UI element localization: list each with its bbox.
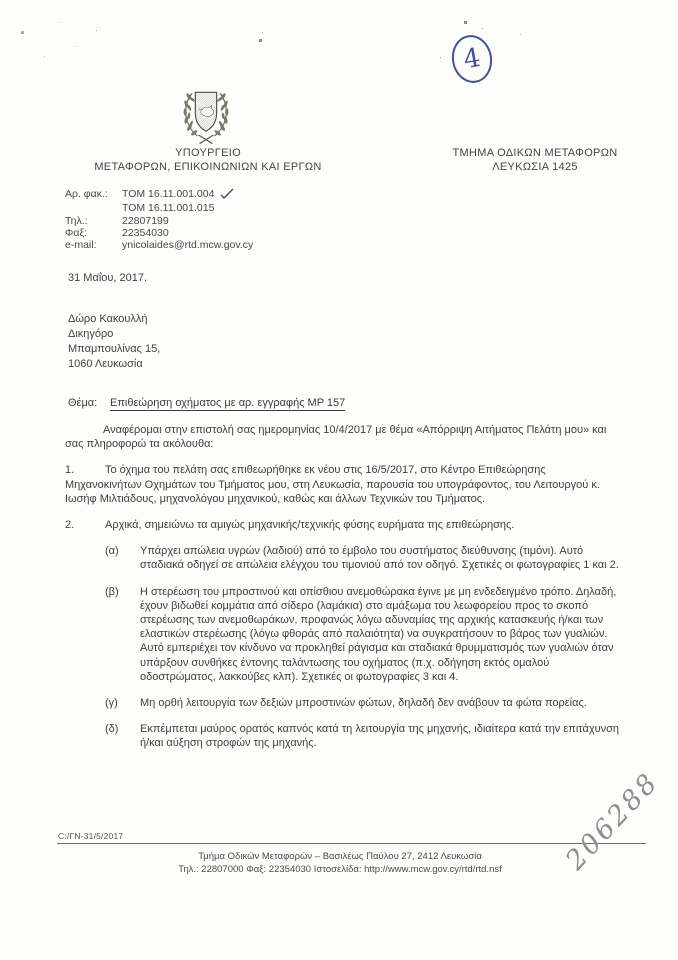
subject-label: Θέμα: <box>68 397 98 409</box>
file-number-1: TOM 16.11.001.004 <box>122 188 215 200</box>
intro-paragraph: Αναφέρομαι στην επιστολή σας ημερομηνίας 10/4/2017 με θέμα «Απόρριψη Αιτήματος Πελάτη μου» και σας πληροφορώ τα ακόλουθα: <box>65 424 607 451</box>
telephone-row <box>65 215 253 227</box>
footer-address-line: Τμήμα Οδικών Μεταφορών – Βασιλέως Παύλου 27, 2412 Λευκωσία <box>198 851 482 862</box>
finding-gamma-label: (γ) <box>105 697 118 710</box>
department-name <box>410 146 660 174</box>
email-value: ynicolaides@rtd.mcw.gov.cy <box>122 239 254 252</box>
item-1-number: 1. <box>65 464 75 477</box>
fax-row <box>65 227 253 239</box>
recipient-city: 1060 Λευκωσία <box>68 358 143 370</box>
finding-gamma-text: Μη ορθή λειτουργία των δεξιών μπροστινών φώτων, δηλαδή δεν ανάβουν τα φώτα πορείας. <box>140 697 587 710</box>
email-row <box>65 239 253 251</box>
page-number-text: 4 <box>461 42 483 76</box>
contact-block <box>65 188 253 251</box>
letter-body <box>65 423 623 763</box>
recipient-title: Δικηγόρο <box>68 328 114 340</box>
department-line2: ΛΕΥΚΩΣΙΑ 1425 <box>492 161 578 173</box>
letter-date: 31 Μαΐου, 2017. <box>68 272 148 284</box>
file-number-2: TOM 16.11.001.015 <box>122 202 215 215</box>
recipient-name: Δώρο Κακουλλή <box>68 313 148 325</box>
file-number-row <box>65 188 253 202</box>
footer-contact-line: Τηλ.: 22807000 Φαξ: 22354030 Ιστοσελίδα: http://www.mcw.gov.cy/rtd/rtd.nsf <box>178 864 502 875</box>
file-number-label: Αρ. φακ.: <box>65 188 108 200</box>
recipient-street: Μπαμπουλίνας 15, <box>68 343 161 355</box>
finding-delta-text: Εκπέμπεται μαύρος ορατός καπνός κατά τη λειτουργία της μηχανής, ιδιαίτερα κατά την επιτάχυνση ή/και αύξηση στροφών της μηχανής. <box>140 723 620 750</box>
ministry-line1: ΥΠΟΥΡΓΕΙΟ <box>175 147 241 159</box>
recipient-address <box>68 312 160 372</box>
footer-reference: C:/ΓΝ-31/5/2017 <box>58 831 124 841</box>
findings-list <box>65 544 623 750</box>
checkmark-icon <box>220 188 234 202</box>
handwritten-document-number: 206288 <box>560 766 666 877</box>
ministry-name <box>58 146 358 174</box>
handwritten-page-number <box>448 32 496 86</box>
fax-value: 22354030 <box>122 226 169 239</box>
fax-label: Φαξ: <box>65 226 88 239</box>
finding-beta-text: Η στερέωση του μπροστινού και οπίσθιου ανεμοθώρακα έγινε με μη ενδεδειγμένο τρόπο. Δηλαδή, έχουν βιδωθεί κομμάτια από σίδερο (λαμάκια) στο αμάξωμα του λεωφορείου προς το σκοπό στερέωσης των ανεμοθωράκων, προφανώς λόγω αδυναμίας της αρχικής κατασκευής ή/και των ελαστικών στερέωσης (λόγω φθοράς από παλαιότητα) να συγκρατήσουν το βάρος των γυαλιών. Αυτό εμπεριέχει τον κίνδυνο να προκληθεί ράγισμα και σταδιακά θρυμματισμός των γυαλιών όταν υπάρξουν συνθήκες έντονης ταλάντωσης του οχήματος (π.χ. οδήγηση εκτός ομαλού οδοστρώματος, λακκούβες κλπ). Σχετικές οι φωτογραφίες 3 και 4. <box>140 585 617 683</box>
email-label: e-mail: <box>65 239 97 252</box>
finding-delta-label: (δ) <box>105 723 119 736</box>
finding-gamma <box>105 696 623 710</box>
finding-alpha <box>105 544 623 572</box>
item-1-text: Το όχημα του πελάτη σας επιθεωρήθηκε εκ νέου στις 16/5/2017, στο Κέντρο Επιθεώρησης Μηχανοκινήτων Οχημάτων του Τμήματος μου, στη Λευκωσία, παρουσία του υπογράφοντος, του Λειτουργού κ. Ιωσήφ Μιλτιάδους, μηχανολόγου μηχανικού, καθώς και άλλων Τεχνικών του Τμήματος. <box>65 464 600 505</box>
subject-text: Επιθεώρηση οχήματος με αρ. εγγραφής ΜΡ 157 <box>110 397 346 409</box>
ministry-line2: ΜΕΤΑΦΟΡΩΝ, ΕΠΙΚΟΙΝΩΝΙΩΝ ΚΑΙ ΕΡΓΩΝ <box>94 161 322 173</box>
subject-line <box>68 397 345 409</box>
finding-beta <box>105 585 623 684</box>
footer-address-block <box>60 850 620 876</box>
department-line1: ΤΜΗΜΑ ΟΔΙΚΩΝ ΜΕΤΑΦΟΡΩΝ <box>452 147 618 159</box>
item-2-text: Αρχικά, σημειώνω τα αμιγώς μηχανικής/τεχνικής φύσης ευρήματα της επιθεώρησης. <box>105 519 515 532</box>
finding-alpha-text: Υπάρχει απώλεια υγρών (λαδιού) από το έμβολο του συστήματος διεύθυνσης (τιμόνι). Αυτό σταδιακά οδηγεί σε απώλεια ελέγχου του τιμονιού από τον οδηγό. Σχετικές οι φωτογραφίες 1 και 2. <box>140 545 619 572</box>
scan-noise-specks <box>0 0 1 1</box>
item-2-number: 2. <box>65 519 75 532</box>
numbered-item-2 <box>65 518 623 532</box>
telephone-label: Τηλ.: <box>65 214 88 227</box>
telephone-value: 22807199 <box>122 214 169 227</box>
numbered-item-1 <box>65 463 623 506</box>
finding-delta <box>105 722 623 750</box>
footer-divider <box>57 843 646 844</box>
file-number-row-2 <box>65 202 253 214</box>
finding-alpha-label: (α) <box>105 545 119 558</box>
finding-beta-label: (β) <box>105 585 119 598</box>
